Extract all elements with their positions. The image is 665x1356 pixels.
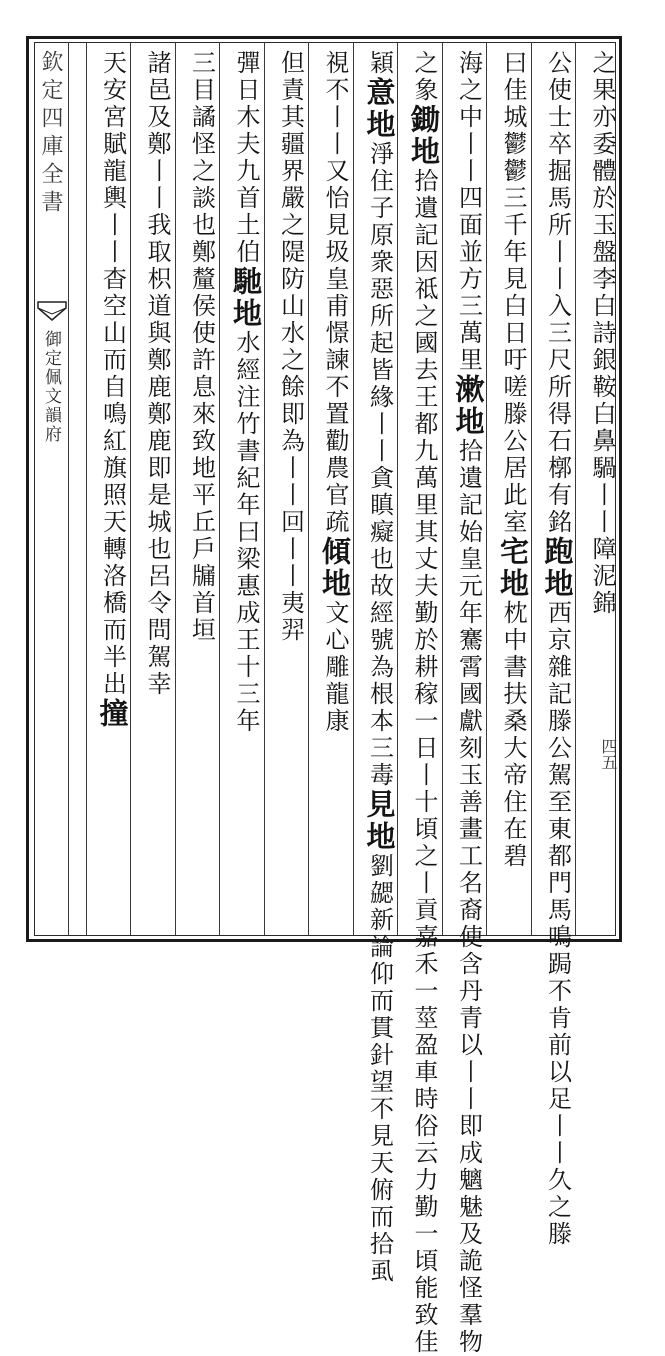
column-rule <box>397 43 398 935</box>
annotation-text: 曰佳城鬱鬱三千年見白日吁嗟滕公居此室 <box>499 50 527 536</box>
column-rule <box>575 43 576 935</box>
annotation-text: 銀鞍白鼻騧丨丨障泥錦 <box>588 347 616 617</box>
column-rule <box>353 43 354 935</box>
annotation-text: 海之中丨丨四面並方三萬里 <box>454 50 483 374</box>
headword: 跑地 <box>540 536 575 600</box>
headword: 宅地 <box>496 536 530 600</box>
annotation-text: 拾遺記因祗之國去王都九萬里其丈夫勤於耕稼一日丨十頃之丨貢嘉禾一莖盈車時俗云力勤一頃能致佳 <box>410 168 438 1356</box>
annotation-text: 文心雕龍康 <box>321 600 349 735</box>
text-column <box>267 50 307 930</box>
headword: 意地 <box>362 77 397 141</box>
annotation-text: 淨住子原衆惡所起皆緣丨丨貪瞋癡也故經號為根本三毒 <box>365 141 394 789</box>
text-column <box>489 50 529 930</box>
annotation-text: 公使士卒掘馬所丨丨入三尺所得石槨有銘 <box>543 50 572 536</box>
column-rule <box>308 43 309 935</box>
margin-header: 欽定四庫全書 <box>38 50 63 218</box>
text-column <box>400 50 441 1356</box>
annotation-text: 劉勰新論仰而貫針望不見天俯而拾虱 <box>365 853 394 1285</box>
headword: 見地 <box>362 789 397 853</box>
text-column <box>178 50 218 930</box>
column-rule <box>130 43 131 935</box>
column-rule <box>219 43 220 935</box>
column-rule <box>175 43 176 935</box>
folio-number: 四五 <box>599 738 618 770</box>
text-column <box>445 50 486 1356</box>
annotation-text: 枕中書扶桑大帝住在碧 <box>499 600 527 870</box>
headword: 馳地 <box>229 266 263 330</box>
annotation-text: 拾遺記始皇元年騫霄國獻刻玉善畫工名裔使含丹青以丨丨即成魑魅及詭怪羣物 <box>454 438 483 1356</box>
annotation-text: 之果亦委體於玉盤李白詩 <box>588 50 616 347</box>
text-column <box>534 50 575 1248</box>
text-column <box>222 50 262 930</box>
headword: 漱地 <box>451 374 486 438</box>
annotation-text: 西京雜記滕公駕至東都門馬鳴跼不肯前以足丨丨久之滕 <box>543 600 572 1248</box>
annotation-text: 但責其疆界嚴之隄防山水之餘即為丨丨回丨丨夷羿 <box>276 50 305 644</box>
annotation-text: 之象 <box>410 50 438 104</box>
annotation-text: 彈日木夫九首土伯 <box>232 50 260 266</box>
text-column <box>356 50 397 1285</box>
fish-tail-mark <box>36 300 68 322</box>
column-rule <box>531 43 532 935</box>
text-column <box>89 50 129 930</box>
annotation-text: 諸邑及鄭丨丨我取枳道與鄭鹿鄭鹿即是城也呂令問駕幸 <box>143 50 171 698</box>
headword: 傾地 <box>318 536 352 600</box>
annotation-text: 視不丨丨又怡見圾皇甫憬諫不置勸農官疏 <box>321 50 349 536</box>
column-rule <box>86 43 87 935</box>
margin-strip-rule <box>68 43 69 935</box>
headword: 鋤地 <box>407 104 441 168</box>
text-column <box>578 50 618 930</box>
text-column <box>311 50 351 930</box>
margin-book-title: 御定佩文韻府 <box>41 330 61 444</box>
headword: 撞 <box>95 698 130 730</box>
annotation-text: 穎 <box>365 50 394 77</box>
text-column <box>133 50 173 930</box>
annotation-text: 水經注竹書紀年曰梁惠成王十三年 <box>232 330 260 735</box>
column-rule <box>486 43 487 935</box>
column-rule <box>442 43 443 935</box>
column-rule <box>264 43 265 935</box>
annotation-text: 天安宮賦龍輿丨丨杳空山而自鳴紅旗照天轉洛橋而半出 <box>98 50 127 698</box>
annotation-text: 三目譎怪之談也鄭釐侯使許息來致地平丘戶牖首垣 <box>187 50 216 644</box>
